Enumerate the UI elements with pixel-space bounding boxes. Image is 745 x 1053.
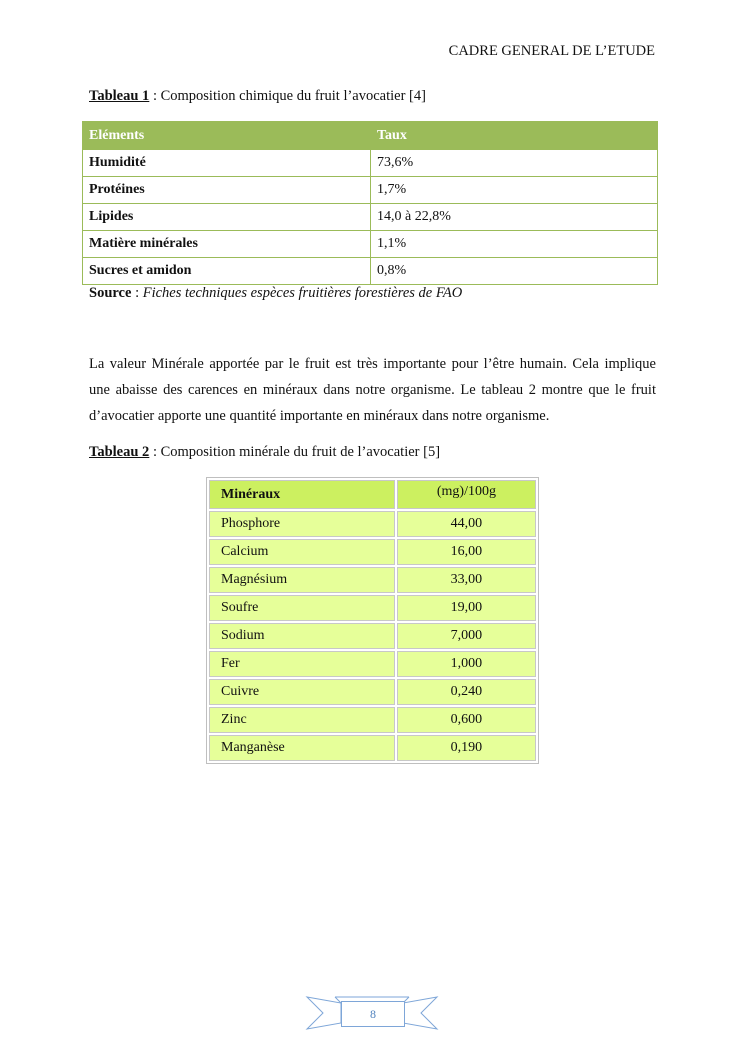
table-cell: Sodium: [209, 623, 395, 649]
table-row: [209, 735, 536, 761]
table-cell: 0,240: [397, 679, 536, 705]
table-cell: 1,1%: [371, 231, 658, 258]
table-cell: Sucres et amidon: [83, 258, 371, 285]
table-row: [209, 511, 536, 537]
table-cell: Lipides: [83, 204, 371, 231]
table-cell: Fer: [209, 651, 395, 677]
table-header-row: [209, 480, 536, 509]
table2-caption: [89, 444, 440, 461]
table-row: [209, 651, 536, 677]
table-row: [83, 204, 658, 231]
table-cell: Soufre: [209, 595, 395, 621]
column-header: (mg)/100g: [397, 480, 536, 509]
table-cell: 1,7%: [371, 177, 658, 204]
table-row: [83, 177, 658, 204]
table-row: [209, 623, 536, 649]
table-row: [83, 231, 658, 258]
composition-minerale-table: [206, 477, 539, 764]
table-cell: 1,000: [397, 651, 536, 677]
source-label: Source: [89, 285, 132, 301]
table-cell: Humidité: [83, 150, 371, 177]
column-header: Taux: [371, 122, 658, 150]
table1-caption-text: : Composition chimique du fruit l’avocatier [4]: [149, 88, 426, 104]
column-header: Minéraux: [209, 480, 395, 509]
table-cell: Magnésium: [209, 567, 395, 593]
page-header: CADRE GENERAL DE L’ETUDE: [448, 43, 655, 59]
table2-caption-label: Tableau 2: [89, 444, 150, 460]
table-cell: Calcium: [209, 539, 395, 565]
table1-caption: [89, 88, 426, 105]
table-cell: 33,00: [397, 567, 536, 593]
table1-caption-label: Tableau 1: [89, 88, 150, 104]
source-separator: :: [131, 285, 143, 301]
table-row: [209, 679, 536, 705]
table-cell: Phosphore: [209, 511, 395, 537]
table-cell: 0,8%: [371, 258, 658, 285]
table-row: [209, 595, 536, 621]
table-cell: 0,600: [397, 707, 536, 733]
composition-chimique-table: [82, 121, 658, 285]
table-row: [209, 707, 536, 733]
paragraph-line: une abaisse des carences en minéraux dans notre organisme. Le tableau 2 montre que le fruit: [89, 382, 656, 398]
table-row: [209, 567, 536, 593]
source-text: Fiches techniques espèces fruitières forestières de FAO: [142, 285, 463, 301]
page-number: 8: [341, 1001, 405, 1027]
table-cell: Zinc: [209, 707, 395, 733]
table-cell: 44,00: [397, 511, 536, 537]
table-cell: 73,6%: [371, 150, 658, 177]
table-row: [83, 258, 658, 285]
table2-caption-text: : Composition minérale du fruit de l’avocatier [5]: [149, 444, 441, 460]
body-paragraph: [89, 351, 656, 429]
table-cell: Cuivre: [209, 679, 395, 705]
table-cell: Matière minérales: [83, 231, 371, 258]
table-cell: 16,00: [397, 539, 536, 565]
table1-source: [89, 285, 462, 302]
table-cell: 19,00: [397, 595, 536, 621]
table-row: [209, 539, 536, 565]
table-row: [83, 150, 658, 177]
table-header-row: [83, 122, 658, 150]
table-cell: Manganèse: [209, 735, 395, 761]
table-cell: 7,000: [397, 623, 536, 649]
table-cell: Protéines: [83, 177, 371, 204]
paragraph-line: d’avocatier apporte une quantité importante en minéraux dans notre organisme.: [89, 408, 550, 424]
table-cell: 14,0 à 22,8%: [371, 204, 658, 231]
column-header: Eléments: [83, 122, 371, 150]
page-footer: [305, 993, 439, 1033]
paragraph-line: La valeur Minérale apportée par le fruit est très importante pour l’être humain. Cela implique: [89, 356, 656, 372]
table-cell: 0,190: [397, 735, 536, 761]
